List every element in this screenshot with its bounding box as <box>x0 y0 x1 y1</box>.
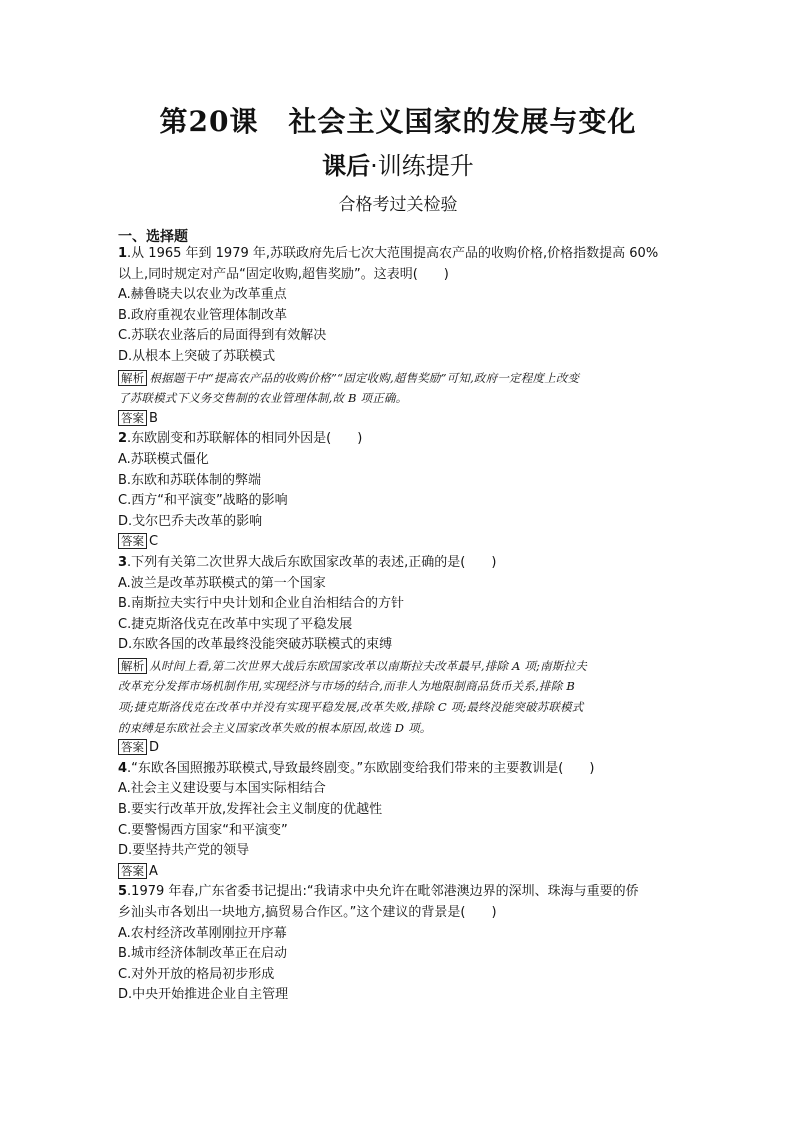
subtitle-rest: ·训练提升 <box>370 152 474 180</box>
question-stem-text: .1979 年春,广东省委书记提出:“我请求中央允许在毗邻港澳边界的深圳、珠海与重要的侨 <box>127 884 639 900</box>
option-item: C.要警惕西方国家“和平演变” <box>118 822 288 838</box>
lesson-title <box>118 100 678 140</box>
answer-value: C <box>149 534 159 550</box>
question-stem-line <box>118 759 678 780</box>
question-stem-text: 以上,同时规定对产品“固定收购,超售奖励”。这表明( ) <box>118 266 449 282</box>
lesson-name: 社会主义国家的发展与变化 <box>288 105 637 138</box>
analysis-text: 改革充分发挥市场机制作用,实现经济与市场的结合,而非人为地限制商品货币关系,排除 B <box>118 679 575 694</box>
analysis-line <box>118 676 678 697</box>
analysis-text: 的束缚是东欧社会主义国家改革失败的根本原因,故选 D 项。 <box>118 720 432 735</box>
option-item: B.南斯拉夫实行中央计划和企业自治相结合的方针 <box>118 596 405 612</box>
answer-value: B <box>149 410 158 426</box>
option-item: A.苏联模式僵化 <box>118 451 209 467</box>
answer-line <box>118 532 678 553</box>
question-number: 3 <box>118 554 128 570</box>
analysis-line <box>118 718 678 739</box>
answer-line <box>118 409 678 430</box>
analysis-line <box>118 656 678 677</box>
question-stem-text: .东欧剧变和苏联解体的相同外因是( ) <box>127 431 363 447</box>
analysis-text: 项;捷克斯洛伐克在改革中并没有实现平稳发展,改革失败,排除 C 项;最终没能突破苏联模式 <box>118 700 584 715</box>
question-stem-line <box>118 429 678 450</box>
option-item: A.赫鲁晓夫以农业为改革重点 <box>118 287 287 303</box>
option-item: C.苏联农业落后的局面得到有效解决 <box>118 328 327 344</box>
option-item: D.要坚持共产党的领导 <box>118 843 250 859</box>
option-item: D.东欧各国的改革最终没能突破苏联模式的束缚 <box>118 637 393 653</box>
question-list <box>118 244 678 1006</box>
question-block <box>118 553 678 759</box>
lesson-number: 第20课 <box>159 105 259 138</box>
analysis-tag: 解析 <box>118 658 147 674</box>
subtitle-main: 课后 <box>322 152 371 180</box>
option-item: D.从根本上突破了苏联模式 <box>118 348 276 364</box>
question-stem-text: .“东欧各国照搬苏联模式,导致最终剧变。”东欧剧变给我们带来的主要教训是( ) <box>127 760 595 776</box>
analysis-line <box>118 388 678 409</box>
section-heading: 一、选择题 <box>118 229 188 245</box>
option-item: B.要实行改革开放,发挥社会主义制度的优越性 <box>118 802 383 818</box>
question-block <box>118 882 678 1006</box>
analysis-text: 了苏联模式下义务交售制的农业管理体制,故 B 项正确。 <box>118 391 408 406</box>
option-item: B.东欧和苏联体制的弊端 <box>118 472 262 488</box>
option-item: D.中央开始推进企业自主管理 <box>118 987 289 1003</box>
answer-tag: 答案 <box>118 410 147 426</box>
subtitle <box>118 146 678 181</box>
question-block <box>118 244 678 429</box>
answer-line <box>118 862 678 883</box>
analysis-text: 根据题干中“提高农产品的收购价格”“固定收购,超售奖励”可知,政府一定程度上改变 <box>149 370 580 385</box>
option-item: D.戈尔巴乔夫改革的影响 <box>118 513 263 529</box>
answer-value: D <box>149 740 160 756</box>
option-item: A.社会主义建设要与本国实际相结合 <box>118 781 326 797</box>
option-item: C.对外开放的格局初步形成 <box>118 966 275 982</box>
question-number: 4 <box>118 760 128 776</box>
analysis-line <box>118 368 678 389</box>
answer-tag: 答案 <box>118 533 147 549</box>
analysis-tag: 解析 <box>118 370 147 386</box>
question-stem-line <box>118 244 678 265</box>
question-block <box>118 759 678 883</box>
option-item: A.波兰是改革苏联模式的第一个国家 <box>118 575 326 591</box>
question-stem-line <box>118 903 678 924</box>
option-item: C.西方“和平演变”战略的影响 <box>118 493 288 509</box>
question-number: 1 <box>118 246 128 261</box>
question-stem-line <box>118 882 678 903</box>
answer-line <box>118 738 678 759</box>
level-heading: 合格考过关检验 <box>338 195 458 215</box>
question-stem-line <box>118 553 678 574</box>
answer-value: A <box>149 863 158 879</box>
question-number: 2 <box>118 431 128 447</box>
question-stem-text: .从 1965 年到 1979 年,苏联政府先后七次大范围提高农产品的收购价格,价格指数提高 60% <box>127 246 659 261</box>
answer-tag: 答案 <box>118 863 147 879</box>
analysis-line <box>118 697 678 718</box>
question-stem-line <box>118 265 678 286</box>
question-stem-text: 乡汕头市各划出一块地方,搞贸易合作区。”这个建议的背景是( ) <box>118 905 497 920</box>
question-stem-text: .下列有关第二次世界大战后东欧国家改革的表述,正确的是( ) <box>127 554 497 570</box>
option-item: C.捷克斯洛伐克在改革中实现了平稳发展 <box>118 616 353 632</box>
analysis-text: 从时间上看,第二次世界大战后东欧国家改革以南斯拉夫改革最早,排除 A 项;南斯拉夫 <box>149 658 587 673</box>
question-block <box>118 429 678 553</box>
option-item: B.政府重视农业管理体制改革 <box>118 307 288 323</box>
option-item: B.城市经济体制改革正在启动 <box>118 946 288 962</box>
option-item: A.农村经济改革刚刚拉开序幕 <box>118 925 287 941</box>
question-number: 5 <box>118 884 128 900</box>
answer-tag: 答案 <box>118 739 147 755</box>
